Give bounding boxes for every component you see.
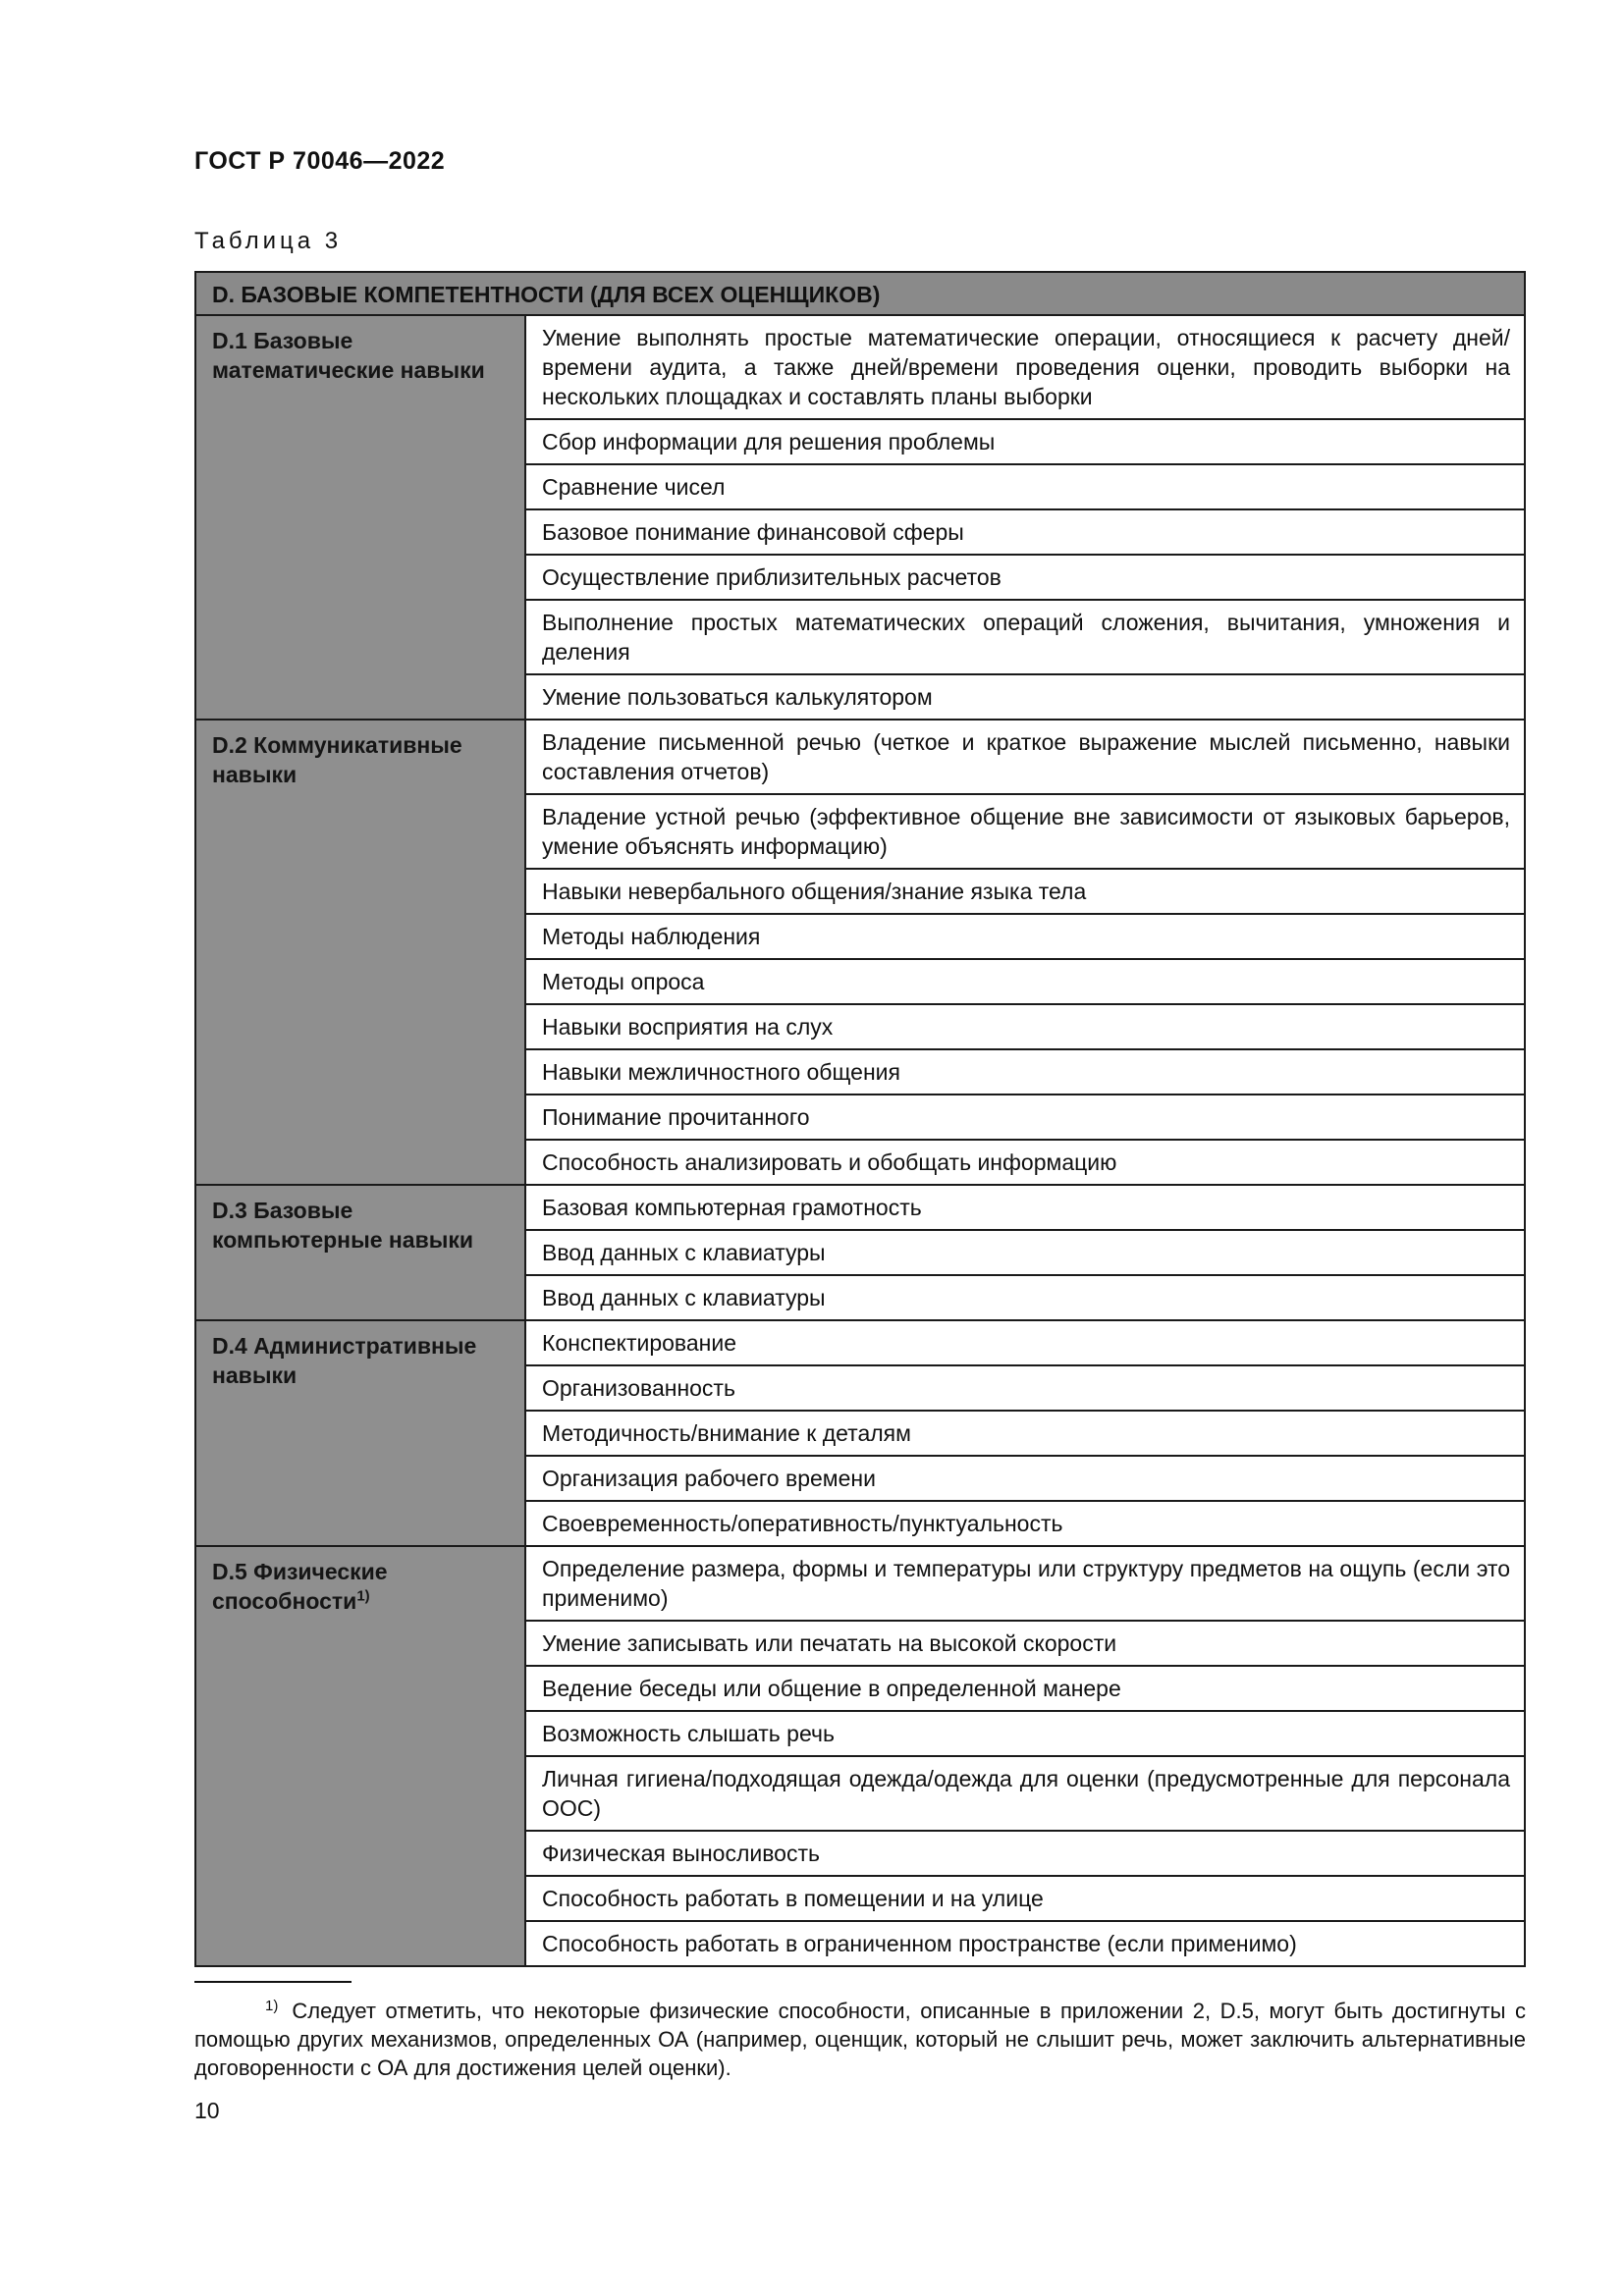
footnote-reference: 1) bbox=[356, 1587, 370, 1605]
competency-item: Способность работать в помещении и на улице bbox=[525, 1876, 1525, 1921]
page-number: 10 bbox=[194, 2098, 220, 2123]
competency-item: Ввод данных с клавиатуры bbox=[525, 1230, 1525, 1275]
category-name: D.3 Базовые компьютерные навыки bbox=[212, 1198, 474, 1253]
category-cell bbox=[195, 720, 525, 1185]
footnote-text: Следует отметить, что некоторые физические способности, описанные в приложении 2, D.5, могут быть достигнуты с помощью других механизмов, определенных ОА (например, оценщик, который не слышит речь, может заключить альтернативные договоренности с ОА для достижения целей оценки). bbox=[194, 1999, 1526, 2080]
competency-item: Умение выполнять простые математические операции, относящиеся к расчету дней/времени аудита, а также дней/времени проведения оценки, проводить выборки на нескольких площадках и составлять планы выборки bbox=[525, 315, 1525, 419]
competency-item: Базовое понимание финансовой сферы bbox=[525, 509, 1525, 555]
category-name: D.1 Базовые математические навыки bbox=[212, 328, 485, 383]
competency-item: Понимание прочитанного bbox=[525, 1095, 1525, 1140]
table-row bbox=[195, 1185, 1525, 1230]
competency-item: Методы наблюдения bbox=[525, 914, 1525, 959]
competencies-table bbox=[194, 271, 1526, 1967]
competency-item: Навыки восприятия на слух bbox=[525, 1004, 1525, 1049]
competency-item: Сравнение чисел bbox=[525, 464, 1525, 509]
competency-item: Методичность/внимание к деталям bbox=[525, 1411, 1525, 1456]
category-name: D.4 Административные навыки bbox=[212, 1333, 477, 1388]
competency-item: Владение устной речью (эффективное общение вне зависимости от языковых барьеров, умение объяснять информацию) bbox=[525, 794, 1525, 869]
table-row bbox=[195, 315, 1525, 419]
footnote bbox=[194, 1997, 1526, 2082]
table-row bbox=[195, 1320, 1525, 1365]
category-cell bbox=[195, 1546, 525, 1966]
competency-item: Осуществление приблизительных расчетов bbox=[525, 555, 1525, 600]
competency-item: Способность анализировать и обобщать информацию bbox=[525, 1140, 1525, 1185]
competency-item: Организованность bbox=[525, 1365, 1525, 1411]
competency-item: Навыки межличностного общения bbox=[525, 1049, 1525, 1095]
competency-item: Своевременность/оперативность/пунктуальность bbox=[525, 1501, 1525, 1546]
competency-item: Возможность слышать речь bbox=[525, 1711, 1525, 1756]
competency-item: Способность работать в ограниченном пространстве (если применимо) bbox=[525, 1921, 1525, 1966]
table-title: D. БАЗОВЫЕ КОМПЕТЕНТНОСТИ (ДЛЯ ВСЕХ ОЦЕНЩИКОВ) bbox=[195, 272, 1525, 315]
competency-item: Методы опроса bbox=[525, 959, 1525, 1004]
competency-item: Умение пользоваться калькулятором bbox=[525, 674, 1525, 720]
table-row bbox=[195, 1546, 1525, 1621]
competency-item: Определение размера, формы и температуры или структуру предметов на ощупь (если это применимо) bbox=[525, 1546, 1525, 1621]
competency-item: Ввод данных с клавиатуры bbox=[525, 1275, 1525, 1320]
competency-item: Сбор информации для решения проблемы bbox=[525, 419, 1525, 464]
table-caption: Таблица 3 bbox=[194, 228, 343, 254]
competency-item: Базовая компьютерная грамотность bbox=[525, 1185, 1525, 1230]
category-cell bbox=[195, 315, 525, 720]
footnote-divider bbox=[194, 1981, 352, 1983]
category-name: D.2 Коммуникативные навыки bbox=[212, 732, 462, 787]
table-body bbox=[195, 315, 1525, 1966]
competency-item: Навыки невербального общения/знание языка тела bbox=[525, 869, 1525, 914]
table-row bbox=[195, 720, 1525, 794]
competency-item: Выполнение простых математических операций сложения, вычитания, умножения и деления bbox=[525, 600, 1525, 674]
footnote-mark: 1) bbox=[265, 1997, 279, 2014]
competency-item: Организация рабочего времени bbox=[525, 1456, 1525, 1501]
document-header: ГОСТ Р 70046—2022 bbox=[194, 147, 446, 175]
category-cell bbox=[195, 1185, 525, 1320]
competency-item: Умение записывать или печатать на высокой скорости bbox=[525, 1621, 1525, 1666]
competency-item: Конспектирование bbox=[525, 1320, 1525, 1365]
category-name: D.5 Физические способности bbox=[212, 1559, 388, 1614]
competency-item: Личная гигиена/подходящая одежда/одежда для оценки (предусмотренные для персонала ООС) bbox=[525, 1756, 1525, 1831]
competency-item: Владение письменной речью (четкое и краткое выражение мыслей письменно, навыки составления отчетов) bbox=[525, 720, 1525, 794]
competency-item: Ведение беседы или общение в определенной манере bbox=[525, 1666, 1525, 1711]
competency-item: Физическая выносливость bbox=[525, 1831, 1525, 1876]
category-cell bbox=[195, 1320, 525, 1546]
